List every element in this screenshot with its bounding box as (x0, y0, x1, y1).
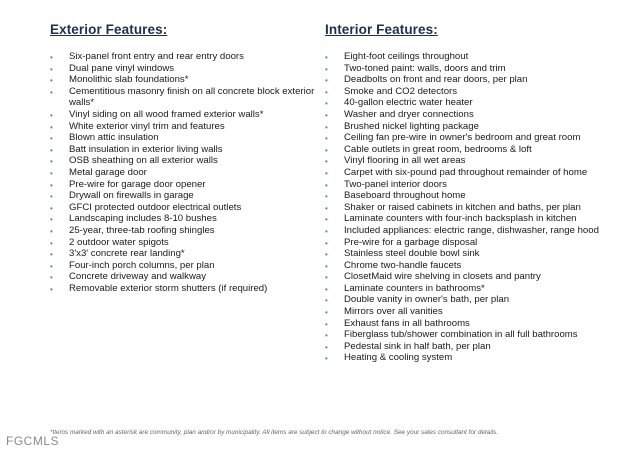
exterior-list-item (50, 86, 318, 109)
interior-list-item (325, 213, 630, 225)
bullet-icon: • (325, 53, 328, 62)
bullet-icon: • (325, 110, 328, 120)
bullet-icon: • (50, 64, 53, 74)
exterior-list-item (50, 167, 318, 179)
bullet-icon: • (325, 319, 328, 329)
interior-list-item (325, 283, 630, 295)
interior-item-text: Fiberglass tub/shower combination in all full bathrooms (344, 329, 578, 341)
interior-list-item (325, 225, 630, 237)
interior-item-text: Pedestal sink in half bath, per plan (344, 340, 491, 352)
bullet-icon: • (50, 145, 53, 155)
bullet-icon: • (50, 157, 53, 167)
exterior-item-text: Pre-wire for garage door opener (69, 178, 206, 190)
bullet-icon: • (325, 87, 328, 97)
interior-list-item (325, 167, 630, 179)
interior-item-text: Two-toned paint: walls, doors and trim (344, 62, 506, 74)
exterior-list-item (50, 202, 318, 214)
bullet-icon: • (50, 284, 53, 294)
interior-list-item (325, 144, 630, 156)
bullet-icon: • (50, 180, 53, 190)
bullet-icon: • (325, 284, 328, 294)
exterior-list-item (50, 237, 318, 249)
interior-item-text: ClosetMaid wire shelving in closets and pantry (344, 271, 541, 283)
exterior-list-item (50, 51, 318, 63)
interior-item-text: Carpet with six-pound pad throughout remainder of home (344, 166, 588, 178)
interior-item-text: Two-panel interior doors (344, 178, 447, 190)
exterior-item-text: Dual pane vinyl windows (69, 62, 175, 74)
bullet-icon: • (325, 168, 328, 178)
bullet-icon: • (325, 273, 328, 283)
interior-list-item (325, 202, 630, 214)
bullet-icon: • (50, 238, 53, 248)
mls-watermark: FGCMLS (6, 434, 60, 448)
bullet-icon: • (325, 64, 328, 74)
interior-list-item (325, 97, 630, 109)
bullet-icon: • (50, 261, 53, 271)
interior-list-item (325, 190, 630, 202)
bullet-icon: • (325, 308, 328, 318)
bullet-icon: • (50, 273, 53, 283)
interior-list-item (325, 352, 630, 364)
interior-item-text: Brushed nickel lighting package (344, 120, 479, 132)
interior-list-item (325, 155, 630, 167)
exterior-item-text: White exterior vinyl trim and features (69, 120, 225, 132)
exterior-list-item (50, 155, 318, 167)
exterior-item-text: OSB sheathing on all exterior walls (69, 155, 218, 167)
exterior-list-item (50, 260, 318, 272)
bullet-icon: • (50, 203, 53, 213)
interior-item-text: Laminate counters in bathrooms* (344, 282, 485, 294)
interior-item-text: Baseboard throughout home (344, 190, 466, 202)
interior-item-text: Chrome two-handle faucets (344, 259, 462, 271)
exterior-item-text: Batt insulation in exterior living walls (69, 143, 223, 155)
bullet-icon: • (325, 122, 328, 132)
bullet-icon: • (50, 53, 53, 62)
exterior-item-text: GFCI protected outdoor electrical outlets (69, 201, 242, 213)
bullet-icon: • (325, 76, 328, 86)
bullet-icon: • (325, 226, 328, 236)
exterior-list-item (50, 132, 318, 144)
exterior-item-text: Cementitious masonry finish on all concrete block exterior walls* (69, 85, 315, 109)
interior-list-item (325, 63, 630, 75)
exterior-item-text: Monolithic slab foundations* (69, 74, 189, 86)
bullet-icon: • (325, 203, 328, 213)
interior-item-text: Exhaust fans in all bathrooms (344, 317, 470, 329)
interior-item-text: Eight-foot ceilings throughout (344, 51, 469, 62)
exterior-list-item (50, 109, 318, 121)
exterior-list-item (50, 225, 318, 237)
bullet-icon: • (325, 180, 328, 190)
exterior-item-text: Vinyl siding on all wood framed exterior walls* (69, 108, 264, 120)
interior-list-item (325, 294, 630, 306)
interior-list-item (325, 109, 630, 121)
interior-item-text: Heating & cooling system (344, 352, 453, 364)
interior-item-text: Shaker or raised cabinets in kitchen and baths, per plan (344, 201, 581, 213)
bullet-icon: • (325, 238, 328, 248)
interior-list-item (325, 271, 630, 283)
interior-features-heading: Interior Features: (325, 22, 438, 37)
exterior-list-item (50, 74, 318, 86)
exterior-item-text: Removable exterior storm shutters (if required) (69, 282, 268, 294)
exterior-list-item (50, 213, 318, 225)
bullet-icon: • (50, 250, 53, 260)
exterior-item-text: 2 outdoor water spigots (69, 236, 169, 248)
bullet-icon: • (50, 215, 53, 225)
footnote: *Items marked with an asterisk are community, plan and/or by municipality. All items are subject to change without notice. See your sales consultant for details. (50, 429, 499, 436)
interior-item-text: Ceiling fan pre-wire in owner's bedroom and great room (344, 132, 581, 144)
bullet-icon: • (50, 76, 53, 86)
bullet-icon: • (325, 192, 328, 202)
interior-item-text: Mirrors over all vanities (344, 306, 443, 318)
exterior-list-item (50, 248, 318, 260)
exterior-features-heading: Exterior Features: (50, 22, 168, 37)
bullet-icon: • (325, 250, 328, 260)
exterior-item-text: Blown attic insulation (69, 132, 159, 144)
interior-list-item (325, 341, 630, 353)
exterior-list-item (50, 121, 318, 133)
bullet-icon: • (50, 226, 53, 236)
interior-features-section (325, 22, 630, 364)
interior-item-text: Laminate counters with four-inch backsplash in kitchen (344, 213, 577, 225)
interior-list-item (325, 51, 630, 63)
bullet-icon: • (325, 215, 328, 225)
exterior-item-text: Landscaping includes 8-10 bushes (69, 213, 217, 225)
interior-item-text: Smoke and CO2 detectors (344, 85, 458, 97)
exterior-features-list (50, 51, 318, 294)
interior-list-item (325, 121, 630, 133)
interior-item-text: Double vanity in owner's bath, per plan (344, 294, 510, 306)
bullet-icon: • (50, 87, 53, 97)
interior-item-text: Vinyl flooring in all wet areas (344, 155, 466, 167)
bullet-icon: • (325, 145, 328, 155)
interior-item-text: Deadbolts on front and rear doors, per plan (344, 74, 528, 86)
exterior-item-text: Drywall on firewalls in garage (69, 190, 194, 202)
bullet-icon: • (325, 296, 328, 306)
interior-item-text: Included appliances: electric range, dishwasher, range hood (344, 224, 599, 236)
bullet-icon: • (50, 134, 53, 144)
bullet-icon: • (50, 110, 53, 120)
interior-list-item (325, 248, 630, 260)
exterior-list-item (50, 283, 318, 295)
interior-item-text: Pre-wire for a garbage disposal (344, 236, 478, 248)
bullet-icon: • (325, 354, 328, 364)
exterior-item-text: 25-year, three-tab roofing shingles (69, 224, 215, 236)
interior-list-item (325, 260, 630, 272)
bullet-icon: • (50, 168, 53, 178)
bullet-icon: • (325, 99, 328, 109)
exterior-list-item (50, 271, 318, 283)
exterior-item-text: Metal garage door (69, 166, 147, 178)
bullet-icon: • (325, 134, 328, 144)
bullet-icon: • (325, 157, 328, 167)
interior-item-text: Cable outlets in great room, bedrooms & loft (344, 143, 532, 155)
bullet-icon: • (325, 342, 328, 352)
interior-item-text: 40-gallon electric water heater (344, 97, 473, 109)
interior-item-text: Washer and dryer connections (344, 108, 474, 120)
bullet-icon: • (50, 122, 53, 132)
interior-list-item (325, 329, 630, 341)
interior-list-item (325, 179, 630, 191)
exterior-item-text: Six-panel front entry and rear entry doors (69, 51, 244, 62)
bullet-icon: • (325, 261, 328, 271)
exterior-item-text: Concrete driveway and walkway (69, 271, 207, 283)
exterior-item-text: Four-inch porch columns, per plan (69, 259, 215, 271)
exterior-list-item (50, 179, 318, 191)
interior-list-item (325, 74, 630, 86)
interior-list-item (325, 237, 630, 249)
interior-list-item (325, 132, 630, 144)
interior-list-item (325, 306, 630, 318)
interior-features-list (325, 51, 630, 364)
bullet-icon: • (50, 192, 53, 202)
bullet-icon: • (325, 331, 328, 341)
interior-list-item (325, 86, 630, 98)
exterior-list-item (50, 190, 318, 202)
exterior-item-text: 3'x3' concrete rear landing* (69, 248, 185, 260)
interior-list-item (325, 318, 630, 330)
exterior-list-item (50, 144, 318, 156)
exterior-features-section (50, 22, 318, 294)
interior-item-text: Stainless steel double bowl sink (344, 248, 480, 260)
exterior-list-item (50, 63, 318, 75)
